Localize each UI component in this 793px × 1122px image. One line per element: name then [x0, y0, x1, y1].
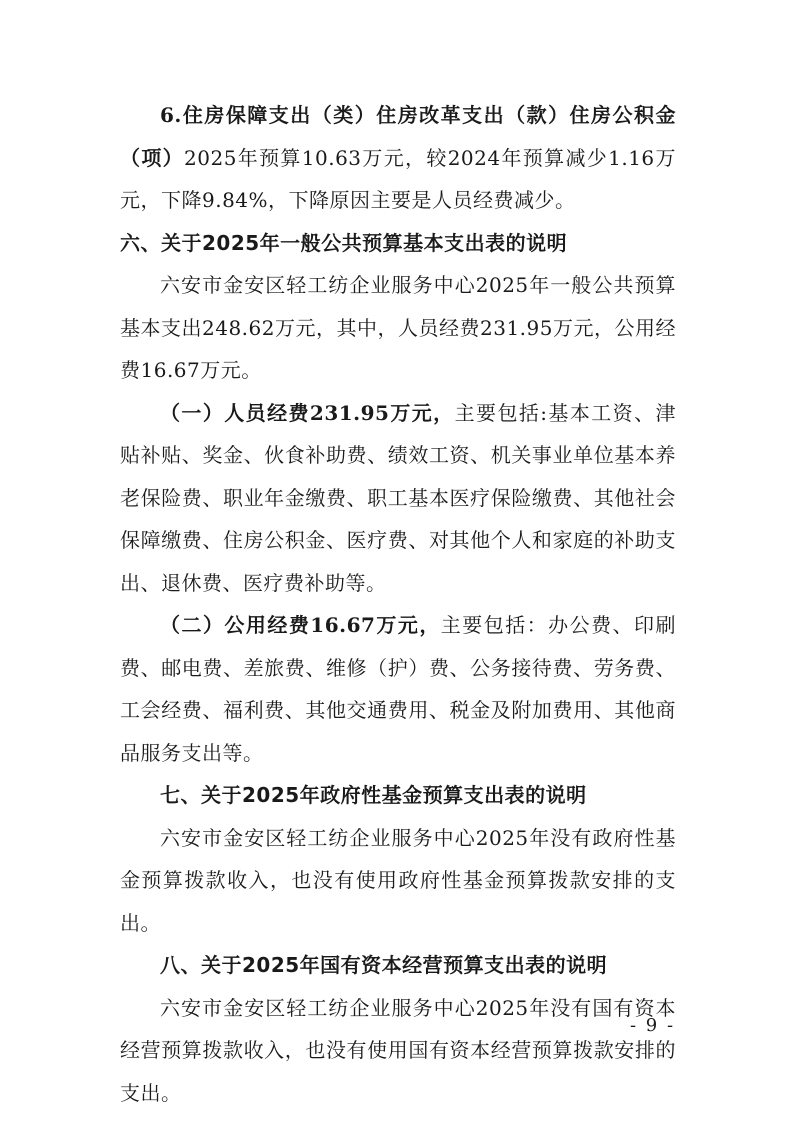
- item6-text: 2025年预算10.63万元，较2024年预算减少1.16万元，下降9.84%，下降原因主要是人员经费减少。: [120, 145, 676, 212]
- page-number: - 9 -: [630, 1015, 676, 1036]
- item6-lead: 6.住房保障支出（类）住房改革支出（款）住房公积金（项）: [120, 103, 676, 170]
- section8-text: 六安市金安区轻工纺企业服务中心2025年没有国有资本经营预算拨款收入，也没有使用国有资本经营预算拨款安排的支出。: [120, 995, 676, 1105]
- public-lead: （二）公用经费16.67万元，: [160, 613, 441, 637]
- item6-paragraph: [120, 94, 676, 222]
- personnel-lead: （一）人员经费231.95万元，: [160, 400, 455, 425]
- personnel-text: 主要包括:基本工资、津贴补贴、奖金、伙食补助费、绩效工资、机关事业单位基本养老保险费、职业年金缴费、职工基本医疗保险缴费、其他社会保障缴费、住房公积金、医疗费、对其他个人和家庭的补助支出、退休费、医疗费补助等。: [120, 400, 676, 595]
- document-body: [120, 94, 676, 1114]
- personnel-paragraph: [120, 392, 676, 605]
- section8-heading: 八、关于2025年国有资本经营预算支出表的说明: [160, 953, 608, 977]
- section6-intro: 六安市金安区轻工纺企业服务中心2025年一般公共预算基本支出248.62万元，其中，人员经费231.95万元，公用经费16.67万元。: [120, 273, 676, 382]
- section6-heading: 六、关于2025年一般公共预算基本支出表的说明: [120, 230, 568, 255]
- public-paragraph: [120, 604, 676, 774]
- section7-text: 六安市金安区轻工纺企业服务中心2025年没有政府性基金预算拨款收入，也没有使用政府性基金预算拨款安排的支出。: [120, 825, 676, 935]
- section7-heading: 七、关于2025年政府性基金预算支出表的说明: [160, 783, 587, 807]
- public-text: 主要包括：办公费、印刷费、邮电费、差旅费、维修（护）费、公务接待费、劳务费、工会经费、福利费、其他交通费用、税金及附加费用、其他商品服务支出等。: [120, 613, 676, 765]
